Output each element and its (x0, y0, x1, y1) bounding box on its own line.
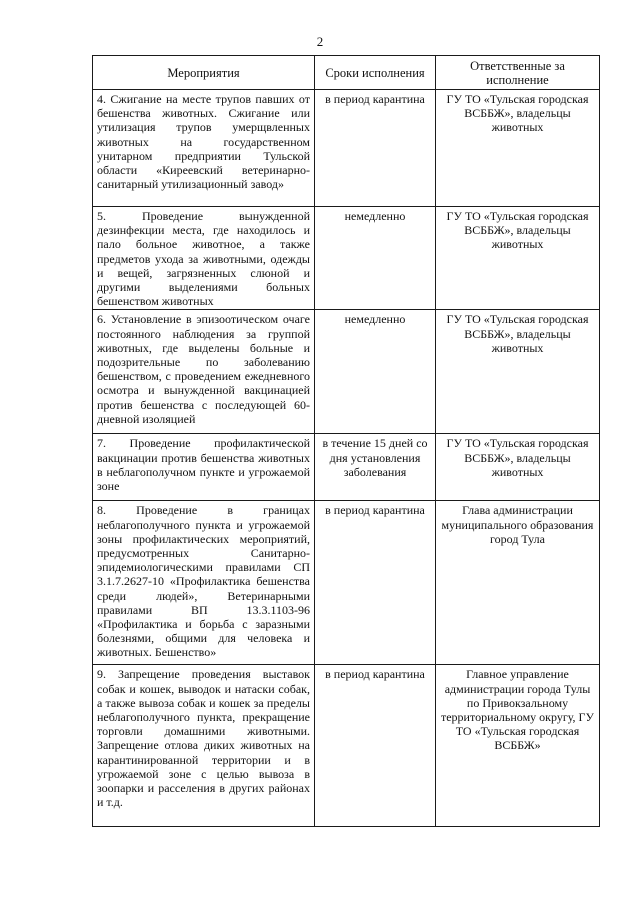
deadline-cell: в течение 15 дней со дня установления заболевания (315, 434, 436, 501)
event-cell: 5. Проведение вынужденной дезинфекции места, где находилось и пало больное животное, а также предметов ухода за животными, одежды и вещей, загрязненных слюной и другими выделениями больных бешенством животных (93, 207, 315, 310)
table-row (93, 207, 600, 310)
deadline-cell: в период карантина (315, 665, 436, 827)
measures-table (92, 55, 600, 827)
event-cell: 6. Установление в эпизоотическом очаге постоянного наблюдения за группой животных, где выделены больные и подозрительные по заболеванию бешенством, с проведением ежедневного осмотра и вынужденной вакцинацией против бешенства с последующей 60-дневной изоляцией (93, 310, 315, 434)
table-row (93, 310, 600, 434)
table-header-row (93, 56, 600, 90)
event-cell: 7. Проведение профилактической вакцинации против бешенства животных в неблагополучном пункте и угрожаемой зоне (93, 434, 315, 501)
table-row (93, 665, 600, 827)
responsible-cell: Глава администрации муниципального образования город Тула (436, 501, 600, 665)
event-cell: 4. Сжигание на месте трупов павших от бешенства животных. Сжигание или утилизация трупов умерщвленных животных на государственном унитарном предприятии Тульской области «Киреевский ветеринарно-санитарный утилизационный завод» (93, 90, 315, 207)
responsible-cell: ГУ ТО «Тульская городская ВСББЖ», владельцы животных (436, 310, 600, 434)
responsible-cell: ГУ ТО «Тульская городская ВСББЖ», владельцы животных (436, 207, 600, 310)
table-row (93, 90, 600, 207)
responsible-cell: ГУ ТО «Тульская городская ВСББЖ», владельцы животных (436, 90, 600, 207)
deadline-cell: в период карантина (315, 90, 436, 207)
header-events: Мероприятия (93, 56, 315, 90)
table-row (93, 434, 600, 501)
deadline-cell: в период карантина (315, 501, 436, 665)
header-responsible: Ответственные за исполнение (436, 56, 600, 90)
deadline-cell: немедленно (315, 207, 436, 310)
deadline-cell: немедленно (315, 310, 436, 434)
header-deadline: Сроки исполнения (315, 56, 436, 90)
table-row (93, 501, 600, 665)
responsible-cell: Главное управление администрации города Тулы по Привокзальному территориальному округу, ГУ ТО «Тульская городская ВСББЖ» (436, 665, 600, 827)
event-cell: 9. Запрещение проведения выставок собак и кошек, выводок и натаски собак, а также вывоза собак и кошек за пределы неблагополучного пункта, прекращение торговли домашними животными. Запрещение отлова диких животных на карантинированной территории и в угрожаемой зоне с целью вывоза в зоопарки и расселения в других районах и т.д. (93, 665, 315, 827)
page-number: 2 (316, 34, 324, 49)
event-cell: 8. Проведение в границах неблагополучного пункта и угрожаемой зоны профилактических мероприятий, предусмотренных Санитарно-эпидемиологическими правилами СП 3.1.7.2627-10 «Профилактика бешенства среди людей», Ветеринарными правилами ВП 13.3.1103-96 «Профилактика и борьба с заразными болезнями, общими для человека и животных. Бешенство» (93, 501, 315, 665)
responsible-cell: ГУ ТО «Тульская городская ВСББЖ», владельцы животных (436, 434, 600, 501)
